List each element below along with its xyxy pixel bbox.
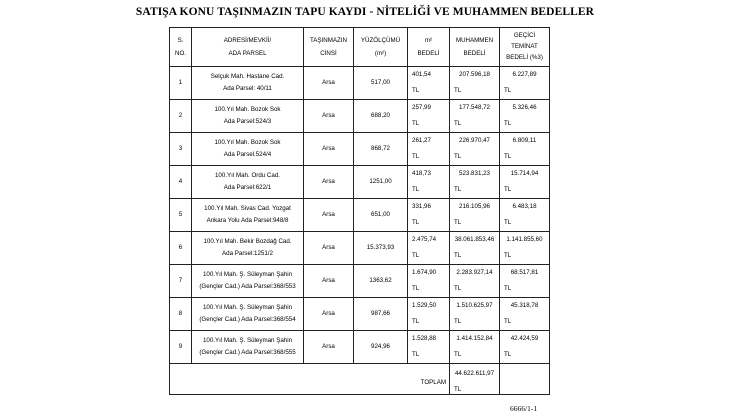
total-row [170, 364, 550, 395]
row-deposit: 6.483,18 TL [500, 199, 550, 232]
row-m2-price: 418,73 TL [408, 166, 450, 199]
row-deposit: 5.326,46 TL [500, 100, 550, 133]
row-m2-price: 2.475,74 TL [408, 232, 450, 265]
row-address: Selçuk Mah. Hastane Cad. Ada Parsel: 40/11 [192, 67, 304, 100]
row-deposit: 42.424,59 TL [500, 331, 550, 364]
row-area: 1251,00 [354, 166, 408, 199]
table-row [170, 331, 550, 364]
row-area: 1363,62 [354, 265, 408, 298]
row-estimated-value: 207.596,18 TL [450, 67, 500, 100]
row-estimated-value: 226.970,47 TL [450, 133, 500, 166]
row-deposit: 6.227,89 TL [500, 67, 550, 100]
total-value: 44.622.611,97 TL [450, 364, 500, 395]
row-area: 651,00 [354, 199, 408, 232]
row-number: 8 [170, 298, 192, 331]
row-address: 100.Yıl Mah. Bozok Sok Ada Parsel.524/4 [192, 133, 304, 166]
row-deposit: 45.318,78 TL [500, 298, 550, 331]
row-deposit: 1.141.855,60 TL [500, 232, 550, 265]
row-deposit: 68.517,81 TL [500, 265, 550, 298]
row-area: 868,72 [354, 133, 408, 166]
table-row [170, 265, 550, 298]
total-label: TOPLAM [170, 364, 450, 395]
row-number: 2 [170, 100, 192, 133]
row-m2-price: 1.528,88 TL [408, 331, 450, 364]
row-number: 5 [170, 199, 192, 232]
row-deposit: 15.714,94 TL [500, 166, 550, 199]
row-address: 100.Yıl Mah. Ordu Cad. Ada Parsel:622/1 [192, 166, 304, 199]
row-number: 3 [170, 133, 192, 166]
row-type: Arsa [304, 199, 354, 232]
row-estimated-value: 1.414.152,84 TL [450, 331, 500, 364]
row-m2-price: 401,54 TL [408, 67, 450, 100]
row-number: 7 [170, 265, 192, 298]
page-reference: 6666/1-1 [510, 404, 538, 413]
row-area: 688,20 [354, 100, 408, 133]
row-address: 100.Yıl Mah. Bozok Sok Ada Parsel:524/3 [192, 100, 304, 133]
total-empty-cell [500, 364, 550, 395]
row-type: Arsa [304, 166, 354, 199]
row-deposit: 6.809,11 TL [500, 133, 550, 166]
row-estimated-value: 1.510.625,97 TL [450, 298, 500, 331]
row-address: 100.Yıl Mah. Ş. Süleyman Şahin (Gençler Cad.) Ada Parsel:368/555 [192, 331, 304, 364]
table-row [170, 232, 550, 265]
row-address: 100.Yıl Mah. Sivas Cad. Yozgat Ankara Yolu Ada Parsel:948/8 [192, 199, 304, 232]
row-type: Arsa [304, 232, 354, 265]
header-type: TAŞINMAZIN CİNSİ [304, 28, 354, 67]
header-deposit: GEÇİCİ TEMİNAT BEDELİ (%3) [500, 28, 550, 67]
header-row [170, 28, 550, 67]
row-estimated-value: 177.548,72 TL [450, 100, 500, 133]
row-type: Arsa [304, 265, 354, 298]
document-title: SATIŞA KONU TAŞINMAZIN TAPU KAYDI - NİTELİĞİ VE MUHAMMEN BEDELLER [135, 6, 595, 18]
row-address: 100.Yıl Mah. Bekir Bozdağ Cad. Ada Parsel:1251/2 [192, 232, 304, 265]
row-m2-price: 331,96 TL [408, 199, 450, 232]
table-row [170, 199, 550, 232]
table-row [170, 100, 550, 133]
table-row [170, 67, 550, 100]
header-address: ADRESİ/MEVKİİ/ ADA PARSEL [192, 28, 304, 67]
row-estimated-value: 216.105,96 TL [450, 199, 500, 232]
row-estimated-value: 38.061.853,46 TL [450, 232, 500, 265]
row-type: Arsa [304, 100, 354, 133]
row-area: 517,00 [354, 67, 408, 100]
row-area: 987,66 [354, 298, 408, 331]
row-address: 100.Yıl Mah. Ş. Süleyman Şahin (Gençler Cad.) Ada Parsel:368/553 [192, 265, 304, 298]
header-m2-price: m² BEDELİ [408, 28, 450, 67]
header-area: YÜZÖLÇÜMÜ (m²) [354, 28, 408, 67]
row-m2-price: 1.674,90 TL [408, 265, 450, 298]
row-type: Arsa [304, 133, 354, 166]
row-type: Arsa [304, 67, 354, 100]
property-table [169, 27, 550, 395]
row-number: 9 [170, 331, 192, 364]
row-type: Arsa [304, 298, 354, 331]
row-m2-price: 257,99 TL [408, 100, 450, 133]
header-no: S. NO. [170, 28, 192, 67]
table-row [170, 133, 550, 166]
row-type: Arsa [304, 331, 354, 364]
table-row [170, 166, 550, 199]
row-area: 924,96 [354, 331, 408, 364]
row-m2-price: 261,27 TL [408, 133, 450, 166]
row-number: 6 [170, 232, 192, 265]
row-number: 1 [170, 67, 192, 100]
table-row [170, 298, 550, 331]
row-m2-price: 1.529,50 TL [408, 298, 450, 331]
row-address: 100.Yıl Mah. Ş. Süleyman Şahin (Gençler Cad.) Ada Parsel:368/554 [192, 298, 304, 331]
row-estimated-value: 523.831,23 TL [450, 166, 500, 199]
header-estimated-value: MUHAMMEN BEDELİ [450, 28, 500, 67]
row-number: 4 [170, 166, 192, 199]
row-area: 15.373,93 [354, 232, 408, 265]
row-estimated-value: 2.283.927,14 TL [450, 265, 500, 298]
